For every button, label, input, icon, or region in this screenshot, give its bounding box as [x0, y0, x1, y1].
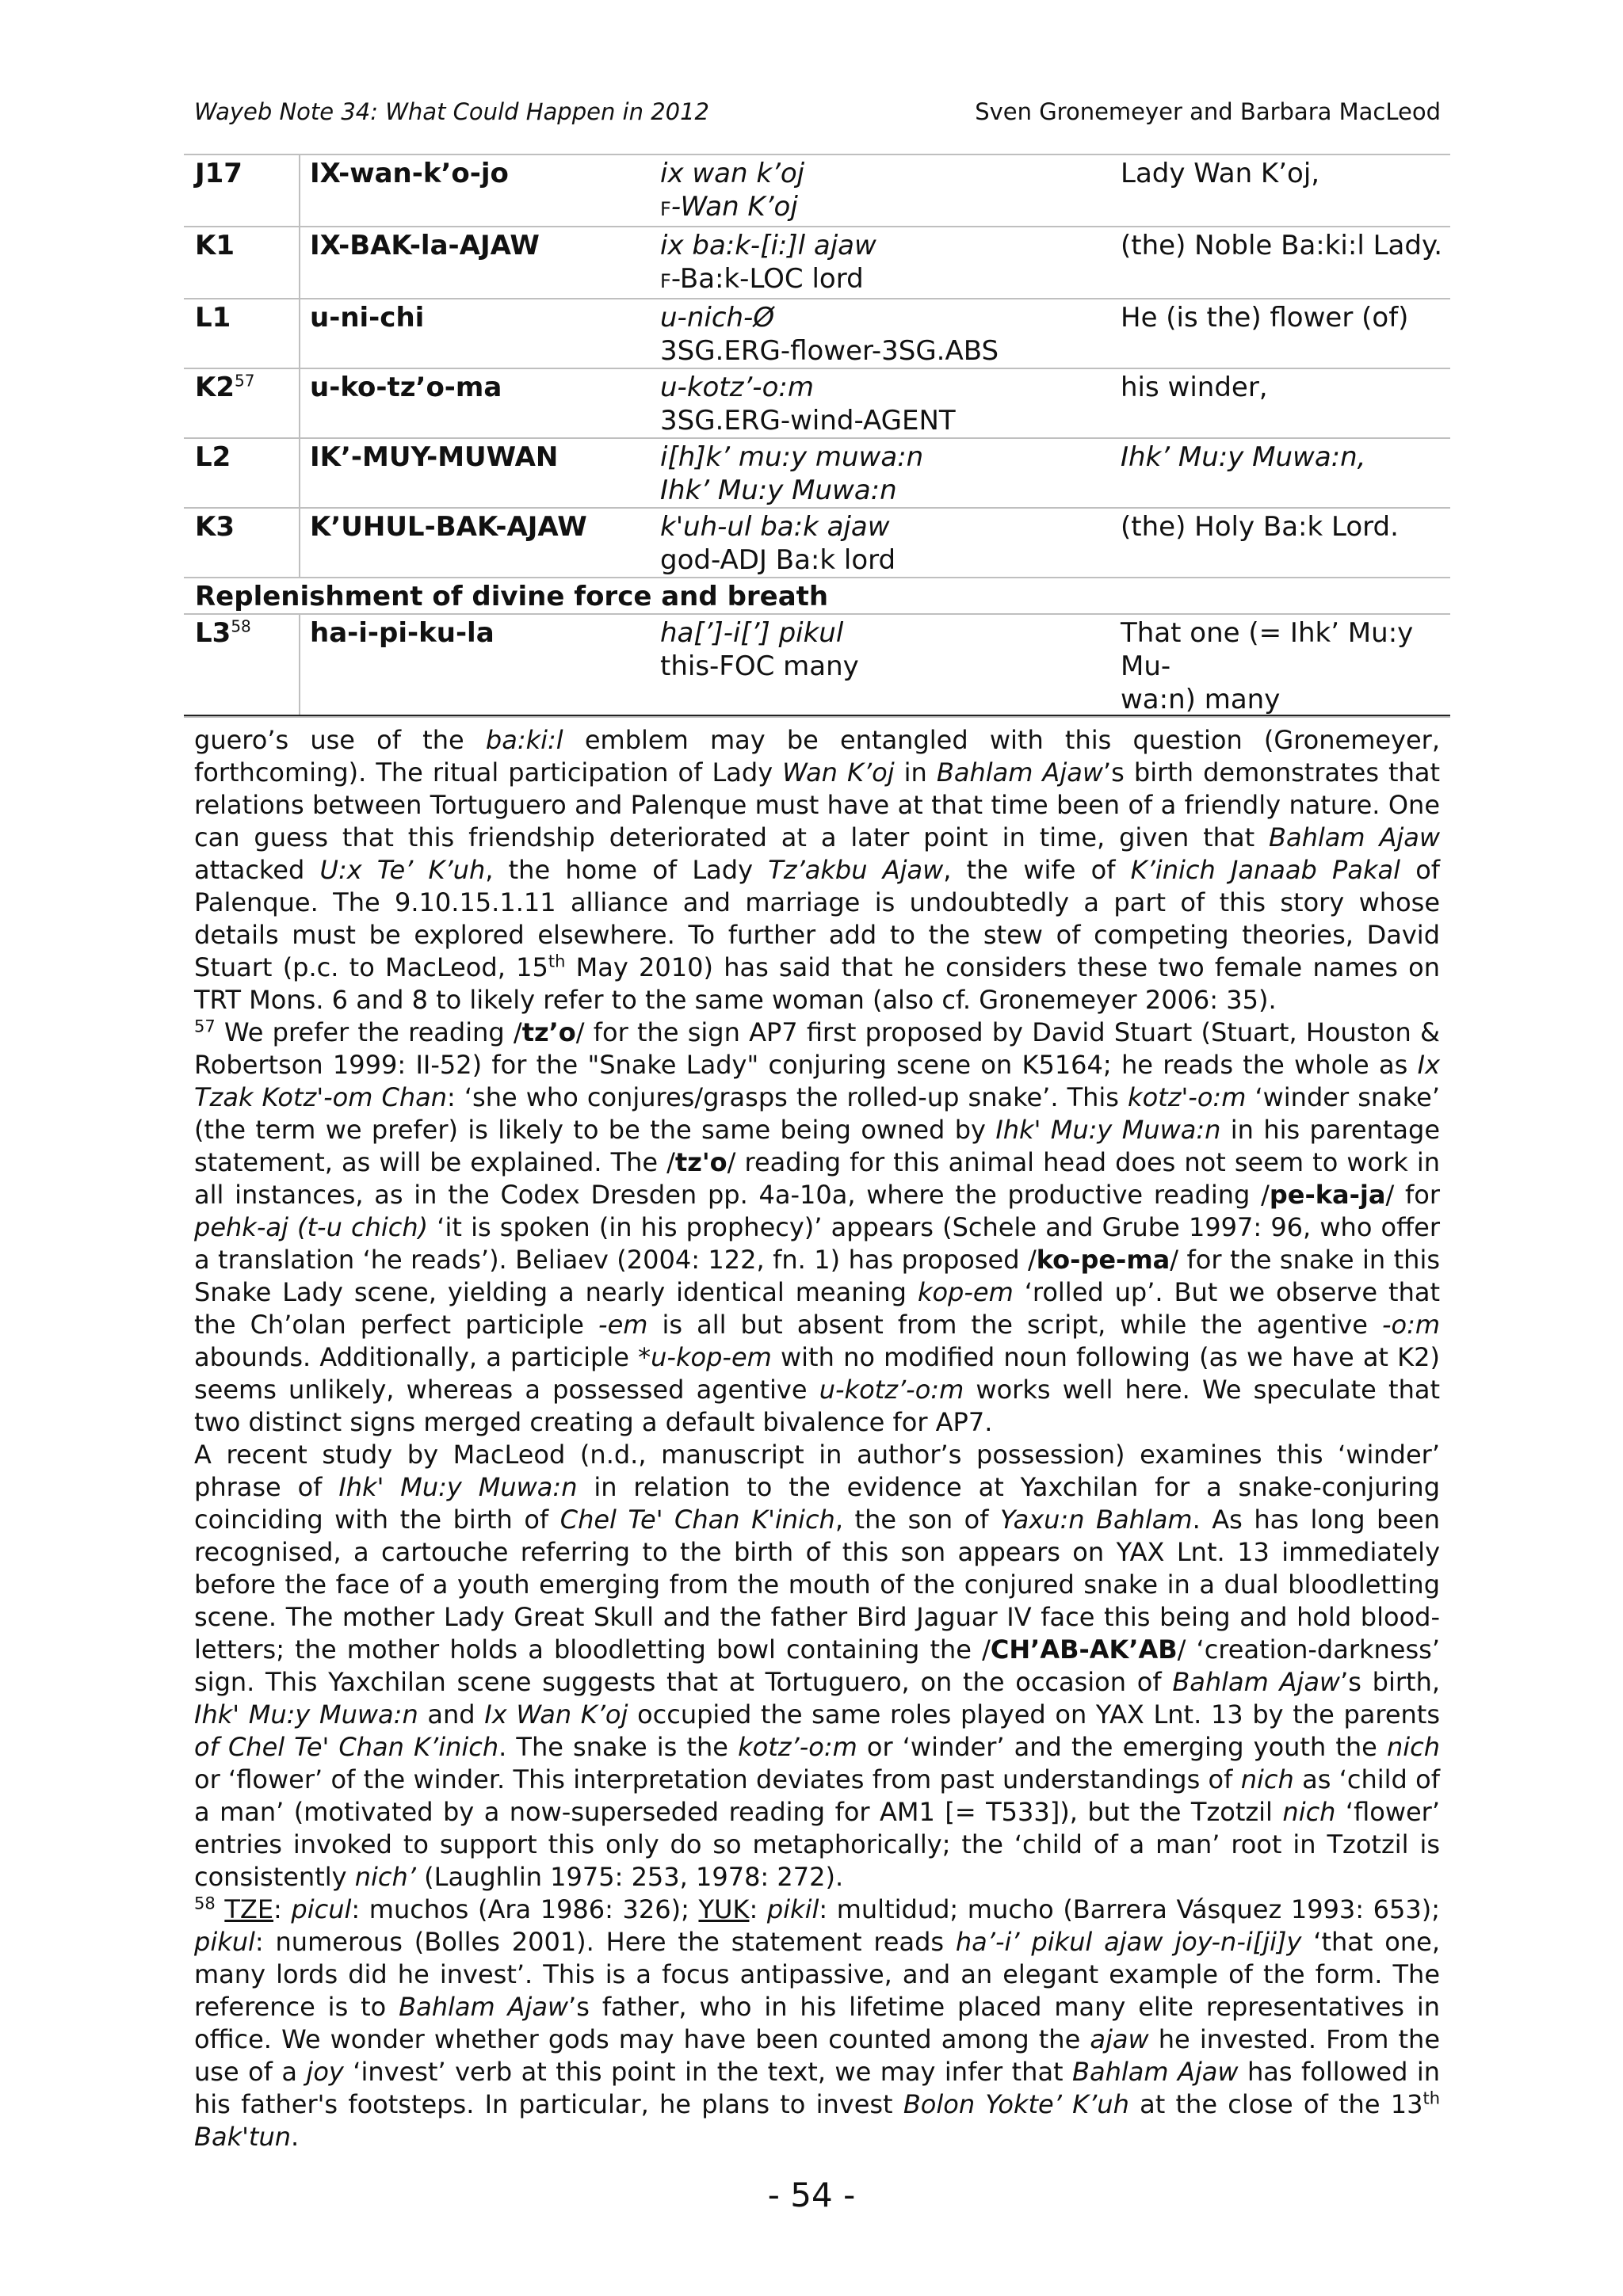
transcription-gloss [651, 438, 1111, 508]
transcription-gloss [651, 368, 1111, 438]
transcription-gloss [651, 154, 1111, 227]
transcription: u-nich-Ø [660, 302, 775, 334]
glyph-block-id: $L3^{58}$ [184, 614, 300, 717]
page-number: - 54 - [767, 2176, 856, 2214]
glyph-block-id: L1 [184, 299, 300, 368]
footnote-number: 57 [194, 1016, 216, 1036]
morpheme-gloss: 3SG.ERG-wind-AGENT [660, 405, 956, 437]
footnote-58: $^{58}$ TZE: picul: muchos (Ara 1986: 326); YUK: pikil: multidud; mucho (Barrera Vásquez 1993: 653); pikul: numerous (Bolles 2001). Here the statement reads ha’-i’ pikul ajaw joy-n-i[ji]y ‘that one, many lords did he invest’. This is a focus antipassive, and an elegant example of the form. The reference is to Bahlam Ajaw’s father, who in his lifetime placed many elite representatives in office. We wonder whether gods may have been counted among the ajaw he invested. From the use of a joy ‘invest’ verb at this point in the text, we may infer that Bahlam Ajaw has followed in his father's footsteps. In particular, he plans to invest Bolon Yokte’ K’uh at the close of the 13th Bak'tun. [194, 1894, 1441, 2152]
transliteration: K’UHUL-BAK-AJAW [300, 508, 651, 578]
table-row [184, 368, 1450, 438]
morpheme-gloss: F-Ba:k-LOC lord [660, 263, 864, 295]
footnote-57-continued: A recent study by MacLeod (n.d., manuscript in author’s possession) examines this ‘winder’ phrase of Ihk' Mu:y Muwa:n in relation to the evidence at Yaxchilan for a snake-conjuring coinciding with the birth of Chel Te' Chan K'inich, the son of Yaxu:n Bahlam. As has long been recognised, a cartouche referring to the birth of this son appears on YAX Lnt. 13 immediately before the face of a youth emerging from the mouth of the conjured snake in a dual bloodletting scene. The mother Lady Great Skull and the father Bird Jaguar IV face this being and hold blood-letters; the mother holds a bloodletting bowl containing the /CH’AB-AK’AB/ ‘creation-darkness’ sign. This Yaxchilan scene suggests that at Tortuguero, on the occasion of Bahlam Ajaw’s birth, Ihk' Mu:y Muwa:n and Ix Wan K’oj occupied the same roles played on YAX Lnt. 13 by the parents of Chel Te' Chan K’inich. The snake is the kotz’-o:m or ‘winder’ and the emerging youth the nich or ‘flower’ of the winder. This interpretation deviates from past understandings of nich as ‘child of a man’ (motivated by a now-superseded reading for AM1 [= T533]), but the Tzotzil nich ‘flower’ entries invoked to support this only do so metaphorically; the ‘child of a man’ root in Tzotzil is consistently nich’ (Laughlin 1975: 253, 1978: 272). [194, 1440, 1441, 1892]
footnote-area [194, 724, 1440, 2153]
transliteration: u-ni-chi [300, 299, 651, 368]
running-header [194, 98, 1441, 125]
table-row [184, 508, 1450, 578]
translation: (the) Noble Ba:ki:l Lady. [1111, 227, 1450, 299]
morpheme-gloss: god-ADJ Ba:k lord [660, 544, 896, 576]
table-row [184, 438, 1450, 508]
footnote-separator [184, 715, 1450, 716]
transliteration: IK’-MUY-MUWAN [300, 438, 651, 508]
transcription: k'uh-ul ba:k ajaw [660, 511, 890, 543]
glyph-analysis-table [184, 154, 1450, 718]
morpheme-gloss: this-FOC many [660, 650, 859, 682]
footnote-57: $^{57}$ We prefer the reading /tz’o/ for the sign AP7 first proposed by David Stuart (Stuart, Houston & Robertson 1999: II-52) for the "Snake Lady" conjuring scene on K5164; he reads the whole as Ix Tzak Kotz'-om Chan: ‘she who conjures/grasps the rolled-up snake’. This kotz'-o:m ‘winder snake’ (the term we prefer) is likely to be the same being owned by Ihk' Mu:y Muwa:n in his parentage statement, as will be explained. The /tz'o/ reading for this animal head does not seem to work in all instances, as in the Codex Dresden pp. 4a-10a, where the productive reading /pe-ka-ja/ for pehk-aj (t-u chich) ‘it is spoken (in his prophecy)’ appears (Schele and Grube 1997: 96, who offer a translation ‘he reads’). Beliaev (2004: 122, fn. 1) has proposed /ko-pe-ma/ for the snake in this Snake Lady scene, yielding a nearly identical meaning kop-em ‘rolled up’. But we observe that the Ch’olan perfect participle -em is all but absent from the script, while the agentive -o:m abounds. Additionally, a participle *u-kop-em with no modified noun following (as we have at K2) seems unlikely, whereas a possessed agentive u-kotz’-o:m works well here. We speculate that two distinct signs merged creating a default bivalence for AP7. [194, 1016, 1441, 1437]
header-series-title: Wayeb Note 34: What Could Happen in 2012 [194, 98, 710, 125]
transcription-gloss [651, 614, 1111, 717]
transcription: i[h]k’ mu:y muwa:n [660, 441, 924, 473]
glyph-block-id: K1 [184, 227, 300, 299]
glyph-block-id: $K2^{57}$ [184, 368, 300, 438]
translation: (the) Holy Ba:k Lord. [1111, 508, 1450, 578]
transcription-gloss [651, 299, 1111, 368]
transliteration: u-ko-tz’o-ma [300, 368, 651, 438]
transcription-gloss [651, 227, 1111, 299]
section-heading: Replenishment of divine force and breath [184, 578, 1450, 614]
glyph-block-id: K3 [184, 508, 300, 578]
table-row [184, 154, 1450, 227]
transcription-gloss [651, 508, 1111, 578]
footnote-number: 58 [194, 1894, 216, 1913]
morpheme-gloss: F-Wan K’oj [660, 191, 798, 223]
transcription: ix ba:k-[i:]l ajaw [660, 230, 876, 261]
translation: Lady Wan K’oj, [1111, 154, 1450, 227]
table-row [184, 614, 1450, 717]
transcription: ha[’]-i[’] pikul [660, 617, 844, 649]
morpheme-gloss: Ihk’ Mu:y Muwa:n [660, 475, 897, 506]
transliteration: IX-BAK-la-AJAW [300, 227, 651, 299]
glyph-block-id: L2 [184, 438, 300, 508]
transcription: ix wan k’oj [660, 158, 805, 189]
translation: He (is the) flower (of) [1111, 299, 1450, 368]
translation: his winder, [1111, 368, 1450, 438]
transliteration: IX-wan-k’o-jo [300, 154, 651, 227]
transcription: u-kotz’-o:m [660, 372, 814, 403]
header-authors: Sven Gronemeyer and Barbara MacLeod [975, 98, 1441, 125]
translation: Ihk’ Mu:y Muwa:n, [1111, 438, 1450, 508]
transliteration: ha-i-pi-ku-la [300, 614, 651, 717]
translation: That one (= Ihk’ Mu:y Mu- wa:n) many [1111, 614, 1450, 717]
table-row [184, 227, 1450, 299]
table-row [184, 299, 1450, 368]
footnote-continuation: guero’s use of the ba:ki:l emblem may be entangled with this question (Gronemeyer, forthcoming). The ritual participation of Lady Wan K’oj in Bahlam Ajaw’s birth demonstrates that relations between Tortuguero and Palenque must have at that time been of a friendly nature. One can guess that this friendship deteriorated at a later point in time, given that Bahlam Ajaw attacked U:x Te’ K’uh, the home of Lady Tz’akbu Ajaw, the wife of K’inich Janaab Pakal of Palenque. The 9.10.15.1.11 alliance and marriage is undoubtedly a part of this story whose details must be explored elsewhere. To further add to the stew of competing theories, David Stuart (p.c. to MacLeod, 15th May 2010) has said that he considers these two female names on TRT Mons. 6 and 8 to likely refer to the same woman (also cf. Gronemeyer 2006: 35). [194, 725, 1441, 1015]
footnote-ref[interactable]: 58 [231, 616, 251, 636]
morpheme-gloss: 3SG.ERG-flower-3SG.ABS [660, 335, 999, 367]
footnote-ref[interactable]: 57 [235, 371, 255, 391]
glyph-block-id: J17 [184, 154, 300, 227]
